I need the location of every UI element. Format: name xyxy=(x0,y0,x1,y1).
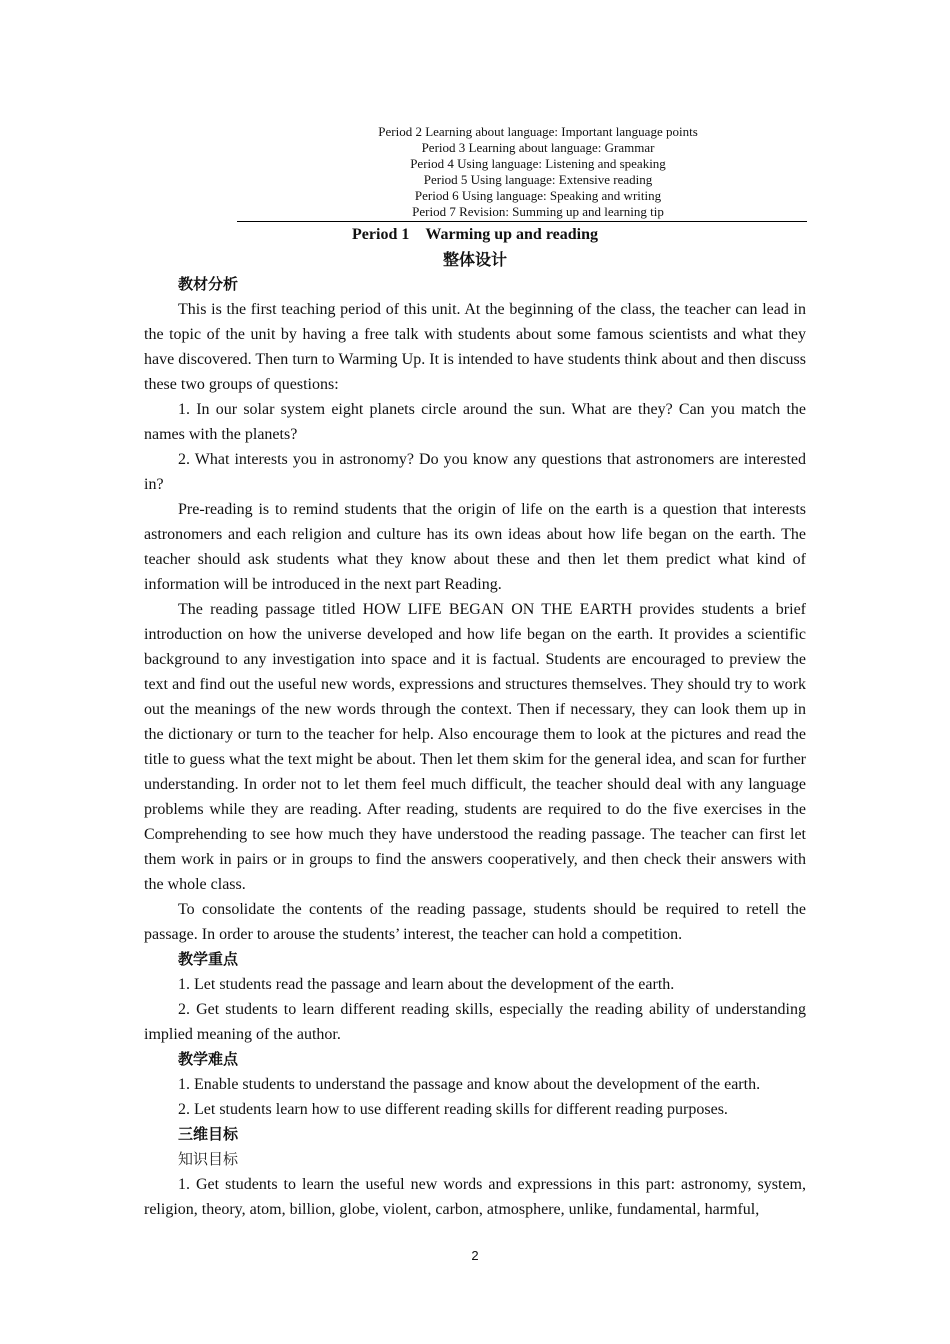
paragraph: This is the first teaching period of this unit. At the beginning of the class, the teacher can lead in the topic of the unit by having a free talk with students about some famous scientists and what they have discovered. Then turn to Warming Up. It is intended to have students think about and then discuss these two groups of questions: xyxy=(144,301,806,393)
period-list-item: Period 7 Revision: Summing up and learning tip xyxy=(412,204,664,219)
list-item: 2. Let students learn how to use different reading skills for different reading purposes. xyxy=(178,1101,728,1118)
list-item: 1. Enable students to understand the passage and know about the development of the earth. xyxy=(178,1076,761,1093)
period-list-header xyxy=(237,124,807,222)
paragraph: Pre-reading is to remind students that the origin of life on the earth is a question that interests astronomers and each religion and culture has its own ideas about how life began on the earth. The teacher should ask students what they know about these and then let them predict what kind of information will be introduced in the next part Reading. xyxy=(144,501,806,593)
objectives-heading: 三维目标 xyxy=(178,1125,239,1143)
list-item: 1. Get students to learn the useful new words and expressions in this part: astronomy, system, religion, theory, atom, billion, globe, violent, carbon, atmosphere, unlike, fundamental, harmful, xyxy=(144,1176,806,1218)
paragraph: The reading passage titled HOW LIFE BEGAN ON THE EARTH provides students a brief introduction on how the universe developed and how life began on the earth. It provides a scientific background to any investigation into space and it is factual. Students are encouraged to preview the text and find out the useful new words, expressions and structures themselves. They should try to work out the meanings of the new words through the context. Then if necessary, they can look them up in the dictionary or turn to the teacher for help. Also encourage them to look at the pictures and read the title to guess what the text might be about. Then let them skim for the general idea, and scan for further understanding. In order not to let them feel much difficult, the teacher should deal with any language problems while they are reading. After reading, students are required to do the five exercises in the Comprehending to see how much they have understood the reading passage. The teacher can first let them work in pairs or in groups to find the answers cooperatively, and then check their answers with the whole class. xyxy=(144,601,806,893)
period-list-item: Period 5 Using language: Extensive reading xyxy=(423,172,653,187)
period-list-item: Period 4 Using language: Listening and speaking xyxy=(410,156,666,171)
paragraph: 2. What interests you in astronomy? Do you know any questions that astronomers are interested in? xyxy=(144,451,806,493)
knowledge-heading: 知识目标 xyxy=(178,1150,239,1168)
list-item: 1. Let students read the passage and learn about the development of the earth. xyxy=(178,976,675,993)
paragraph: 1. In our solar system eight planets circle around the sun. What are they? Can you match the names with the planets? xyxy=(144,401,806,443)
section-subtitle: 整体设计 xyxy=(442,250,507,269)
analysis-heading: 教材分析 xyxy=(178,275,239,293)
list-item: 2. Get students to learn different reading skills, especially the reading ability of understanding implied meaning of the author. xyxy=(144,1001,806,1043)
page-number: 2 xyxy=(471,1248,479,1263)
paragraph: To consolidate the contents of the reading passage, students should be required to retell the passage. In order to arouse the students’ interest, the teacher can hold a competition. xyxy=(144,901,806,943)
period-list-item: Period 6 Using language: Speaking and writing xyxy=(414,188,662,203)
key-points-heading: 教学重点 xyxy=(178,950,239,968)
period-list-item: Period 2 Learning about language: Important language points xyxy=(378,124,698,139)
difficulties-heading: 教学难点 xyxy=(178,1050,239,1068)
document-body xyxy=(144,272,806,1222)
period-title: Period 1 Warming up and reading xyxy=(352,226,598,243)
period-list-item: Period 3 Learning about language: Grammar xyxy=(421,140,655,155)
